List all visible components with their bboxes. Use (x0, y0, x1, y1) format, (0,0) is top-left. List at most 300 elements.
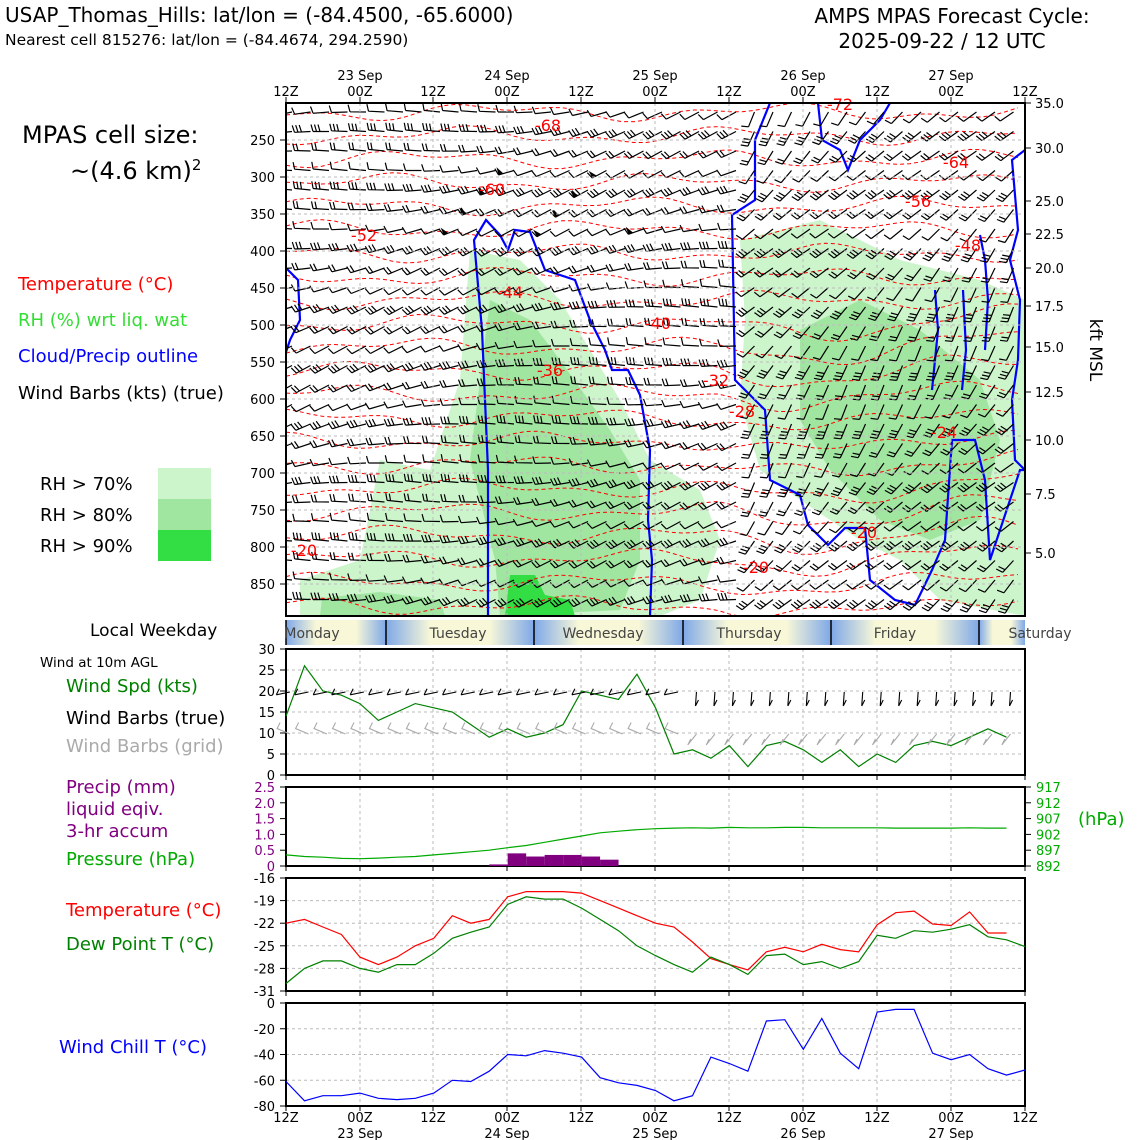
wind-barb (311, 107, 330, 114)
nearest-cell-text: Nearest cell 815276: lat/lon = (-84.4674, 294.2590) (5, 31, 409, 49)
wind-barb (717, 112, 736, 120)
wind-barb (439, 288, 458, 296)
bottom-hour-label: 12Z (864, 1111, 890, 1126)
wind-barb (663, 299, 680, 308)
temperature-contour (286, 220, 1018, 240)
wind-barb (773, 210, 791, 220)
wind-barb (793, 151, 810, 164)
wind-barb (312, 513, 330, 521)
temp-contour-label: -56 (904, 192, 932, 211)
top-date-label: 27 Sep (928, 69, 974, 84)
wind-barb-true (443, 689, 457, 695)
top-date-label: 23 Sep (337, 69, 383, 84)
bottom-hour-label: 12Z (273, 1111, 299, 1126)
wind-barb (738, 190, 755, 202)
wind-barb (997, 210, 1014, 223)
wind-barb (330, 143, 347, 152)
wind-barb-grid (388, 723, 401, 734)
wind-barb (903, 580, 922, 590)
wind-barb (662, 400, 681, 407)
y-tick-label: -25 (253, 939, 275, 955)
wind-barb (421, 346, 440, 352)
precip-bar (563, 855, 581, 866)
wind-barb (274, 163, 292, 171)
top-hour-label: 12Z (273, 85, 299, 100)
wind-barb (384, 204, 403, 211)
wind-barb (347, 288, 366, 294)
temp-contour-label: -24 (930, 423, 958, 442)
wind-barb (310, 441, 329, 448)
wind-barb (347, 404, 366, 410)
wind-barb (274, 262, 292, 269)
wind-barb (349, 513, 366, 522)
legend-temp-line: Temperature (°C) (66, 900, 222, 921)
wind-barb (328, 421, 347, 429)
wind-barb (386, 104, 403, 112)
temp-contour-label: -40 (644, 314, 672, 333)
wind-barb (312, 532, 329, 541)
y-tick-label: 0.5 (254, 844, 275, 860)
wind-barb-true (769, 692, 772, 706)
wind-barb (310, 346, 329, 354)
y-tick-label: -60 (253, 1074, 275, 1090)
wind-barb (978, 210, 995, 222)
wind-barb (347, 364, 366, 373)
bottom-date-label: 27 Sep (928, 1127, 974, 1140)
wind-barb (774, 541, 791, 553)
wind-barb (793, 171, 811, 183)
y-tick-label: 0 (266, 769, 275, 784)
wind-barb-grid (965, 734, 974, 745)
wind-barb (384, 226, 403, 233)
wind-barb (274, 144, 292, 151)
wind-barb-true (627, 689, 641, 695)
wind-barb-grid (425, 723, 438, 734)
precip-bar (545, 855, 563, 866)
wind-barb (606, 264, 625, 271)
wind-barb (996, 190, 1013, 202)
wind-barb (717, 482, 736, 491)
wind-chill-panel (254, 997, 1025, 1115)
wind-barb (402, 246, 421, 254)
pressure-tick-label: 250 (250, 134, 275, 149)
wind-barb (717, 557, 736, 564)
wind-barb (329, 440, 348, 447)
bottom-date-label: 26 Sep (780, 1127, 826, 1140)
pressure-tick-label: 800 (250, 541, 275, 556)
temperature-panel (254, 872, 1025, 1000)
wind-barb-grid (928, 734, 937, 745)
wind-barb (698, 171, 717, 177)
wind-barb (608, 357, 625, 366)
temp-contour-label: -72 (826, 95, 854, 114)
wind-barb (328, 287, 347, 293)
wind-barb (310, 459, 329, 466)
precip-bar (600, 860, 618, 866)
wind-barb (348, 475, 366, 483)
wind-barb (828, 190, 847, 200)
cross-section-fields (273, 103, 1025, 618)
wind-barb (940, 112, 959, 122)
wind-barb (550, 229, 569, 237)
weekday-name: Tuesday (429, 626, 487, 642)
bottom-hour-label: 00Z (494, 1111, 520, 1126)
wind-barb (662, 379, 680, 386)
wind-barb (550, 171, 569, 178)
bottom-hour-label: 12Z (1012, 1111, 1038, 1126)
wind-barb (365, 288, 384, 295)
height-tick-label: 10.0 (1035, 434, 1064, 449)
wind-barb (717, 186, 736, 194)
bottom-hour-label: 12Z (568, 1111, 594, 1126)
wind-barb (698, 112, 717, 120)
wind-barb (569, 171, 588, 178)
wind-barb (606, 245, 625, 253)
wind-barb (404, 455, 422, 463)
wind-barb (700, 260, 718, 268)
wind-barb (811, 522, 828, 534)
wind-barb (776, 502, 791, 516)
wind-barb (717, 360, 736, 368)
wind-barb-grid (817, 734, 826, 745)
pressure-tick-label: 300 (250, 171, 275, 186)
wind-barb (774, 561, 792, 572)
wind-barb (440, 380, 459, 387)
wind-barb (421, 306, 440, 315)
wind-barb (588, 284, 607, 291)
wind-barb (328, 305, 347, 313)
wind-barb (644, 262, 663, 269)
pressure-tick-label: 450 (250, 282, 275, 297)
wind-barb-true (369, 689, 383, 695)
pressure-tick-label: 907 (1036, 812, 1061, 828)
bottom-hour-label: 00Z (642, 1111, 668, 1126)
wind-barb-grid (406, 723, 419, 734)
wind-barb (402, 268, 421, 275)
wind-barb (366, 419, 385, 427)
top-time-axis (273, 69, 1038, 100)
wind-barb (569, 109, 588, 116)
temp-contour-label: -68 (534, 116, 562, 135)
wind-barb (347, 266, 366, 273)
wind-barb-grid (296, 723, 309, 734)
wind-barb (310, 326, 329, 333)
wind-barb (366, 438, 385, 445)
wind-barb (310, 304, 329, 312)
wind-barb (330, 494, 348, 502)
wind-barb (773, 600, 792, 609)
wind-barb (532, 210, 551, 218)
wind-barb (385, 183, 403, 190)
y-tick-label: -19 (253, 894, 275, 910)
wind-barb (275, 201, 292, 210)
wind-barb (476, 168, 495, 175)
wind-barb (661, 188, 680, 196)
wind-barb (680, 379, 699, 386)
wind-barb (404, 103, 421, 112)
precip-bar (526, 857, 544, 866)
wind-barb (384, 245, 403, 253)
wind-barb (273, 405, 292, 413)
wind-barb (513, 170, 532, 176)
y-tick-label: -28 (253, 962, 275, 978)
wind-barb-true (332, 689, 346, 695)
wind-barb (569, 266, 588, 273)
wind-barb (402, 346, 421, 353)
wind-barb (439, 326, 458, 333)
bottom-time-axis (273, 1111, 1038, 1140)
cell-size-number: ~(4.6 km) (70, 157, 192, 185)
wind-barb (626, 357, 643, 366)
wind-barb (700, 298, 717, 307)
wind-barb (698, 131, 717, 140)
wind-barb (958, 112, 977, 121)
wind-barb (569, 150, 588, 157)
wind-barb (403, 184, 422, 191)
wind-barb (959, 210, 977, 221)
wind-barb (421, 228, 440, 234)
wind-barb (347, 346, 366, 354)
wind-barb (884, 151, 903, 161)
wind-barb (717, 463, 736, 471)
wind-barb (421, 268, 440, 275)
wind-barb (439, 345, 458, 351)
wind-barb (739, 541, 755, 554)
wind-barb (759, 502, 774, 516)
wind-barb (756, 541, 773, 554)
wind-barb (884, 561, 903, 570)
bottom-hour-label: 00Z (938, 1111, 964, 1126)
wind-barb (402, 306, 421, 315)
wind-barb (403, 205, 422, 212)
wind-barb (755, 600, 774, 610)
temp-contour-label: -60 (478, 180, 506, 199)
wind-barb (792, 541, 810, 552)
wind-barb-grid (369, 723, 382, 734)
wind-barb-grid (277, 723, 290, 734)
pressure-tick-label: 700 (250, 467, 275, 482)
wind-barb (513, 148, 532, 155)
top-hour-label: 00Z (347, 85, 373, 100)
y-tick-label: 0 (266, 860, 275, 875)
temp-contour-label: -36 (536, 361, 564, 380)
wind-barb (349, 123, 367, 131)
wind-barb (923, 249, 940, 261)
wind-barb (587, 210, 606, 217)
wind-barb (624, 189, 643, 198)
wind-barb (741, 483, 754, 498)
wind-barb (274, 241, 292, 248)
wind-barb (384, 402, 403, 408)
wind-barb (421, 381, 440, 388)
wind-barb (587, 229, 606, 236)
wind-barb (921, 171, 940, 180)
wind-barb-true (535, 689, 549, 695)
wind-barb (741, 112, 754, 127)
height-tick-label: 7.5 (1035, 488, 1056, 503)
wind-barb (311, 242, 330, 249)
pressure-tick-label: 902 (1036, 828, 1061, 844)
wind-barb (662, 262, 680, 269)
wind-barb (755, 580, 773, 591)
wind-barb (847, 561, 866, 570)
wind-barb (680, 463, 699, 470)
wind-barb (940, 190, 959, 200)
wind-barb (312, 143, 330, 151)
wind-barb (740, 151, 755, 165)
height-tick-label: 30.0 (1035, 142, 1064, 157)
wind-barb (828, 561, 847, 571)
wind-barb (569, 229, 588, 236)
wind-barb (791, 600, 810, 609)
rh-fill (300, 220, 1025, 616)
wind-barb (737, 580, 755, 591)
wind-barb (717, 575, 736, 582)
wind-barb (404, 143, 422, 151)
wind-barb (349, 162, 366, 171)
wind-barb (273, 422, 292, 431)
y-tick-label: 2.5 (254, 781, 275, 796)
wind-barb (663, 280, 681, 288)
top-date-label: 26 Sep (780, 69, 826, 84)
height-tick-label: 15.0 (1035, 341, 1064, 356)
wind-barb (811, 151, 828, 163)
wind-barb-true (664, 689, 678, 695)
wind-barb (275, 533, 293, 541)
height-tick-label: 5.0 (1035, 547, 1056, 562)
wind-barb (404, 164, 422, 171)
top-hour-label: 00Z (642, 85, 668, 100)
temp-contour-label: -20 (742, 558, 770, 577)
bottom-hour-label: 00Z (347, 1111, 373, 1126)
pressure-tick-label: 350 (250, 208, 275, 223)
wind-barb (884, 229, 902, 239)
wind-barb (365, 346, 384, 354)
wind-barb (569, 210, 588, 218)
pressure-tick-label: 650 (250, 430, 275, 445)
wind-barb (791, 210, 810, 220)
wind-barb (977, 190, 995, 201)
wind-barb (940, 210, 958, 221)
wind-barb (477, 146, 496, 153)
wind-barb (459, 124, 477, 131)
wind-barb (514, 126, 533, 134)
wind-barb (291, 441, 310, 448)
legend-dewpoint-line: Dew Point T (°C) (66, 934, 215, 955)
wind-barb (329, 106, 347, 113)
wind-barb-grid (591, 723, 604, 734)
wind-barb-grid (983, 734, 992, 745)
wind-barb-true (590, 689, 604, 695)
height-axis-label: kft MSL (1085, 318, 1105, 382)
pressure-tick-label: 917 (1036, 781, 1061, 796)
top-hour-label: 12Z (568, 85, 594, 100)
wind-barb (348, 182, 366, 190)
wind-barb (365, 384, 384, 391)
wind-barb (829, 171, 847, 181)
rh-70-label: RH > 70% (40, 474, 133, 495)
wind-barb-true (936, 692, 939, 706)
wind-barb (365, 306, 384, 315)
precip-bar (582, 857, 600, 866)
top-hour-label: 00Z (938, 85, 964, 100)
wind-barb (532, 229, 551, 237)
wind-barb (312, 201, 330, 209)
wind-barb (958, 132, 977, 141)
wind-barb (717, 422, 736, 430)
wind-barb (606, 111, 625, 117)
wind-barb (904, 249, 921, 261)
wind-barb (569, 246, 588, 254)
wind-barb-grid (647, 723, 660, 734)
wind-barb-true (714, 692, 717, 706)
wind-barb (423, 103, 440, 112)
wind-barb (275, 552, 292, 561)
temp-contour-label: -64 (942, 153, 970, 172)
wind-barb (847, 171, 866, 181)
weekday-name: Saturday (1008, 626, 1072, 642)
height-tick-label: 12.5 (1035, 386, 1064, 401)
wind-barb-true (695, 692, 698, 706)
wind-barb (739, 171, 755, 184)
rh-90-label: RH > 90% (40, 536, 133, 557)
wind-barb (328, 365, 347, 374)
wind-barb (569, 128, 588, 136)
wind-barb-grid (891, 734, 900, 745)
wind-barb (644, 378, 662, 385)
precip-bar (489, 864, 507, 866)
wind-barb (903, 229, 921, 240)
rh-80-label: RH > 80% (40, 505, 133, 526)
wind-barb (330, 513, 347, 522)
wind-barb-grid (688, 734, 697, 745)
wind-barb (402, 382, 421, 389)
wind-barb (349, 532, 366, 541)
height-tick-label: 22.5 (1035, 228, 1064, 243)
wind-barb (608, 337, 625, 346)
wind-barb-grid (762, 734, 771, 745)
wind-barb (680, 131, 699, 140)
height-tick-label: 35.0 (1035, 97, 1064, 112)
wind-barb (587, 246, 606, 254)
weekday-name: Monday (284, 626, 340, 642)
wind-barb (643, 244, 662, 252)
y-tick-label: -22 (253, 917, 275, 933)
wind-barb (758, 522, 774, 536)
wind-barb-true (406, 689, 420, 695)
wind-barb (441, 124, 459, 132)
wind-barb-grid (628, 723, 641, 734)
weekday-name: Wednesday (562, 626, 644, 642)
legend-wind-chill: Wind Chill T (°C) (59, 1037, 207, 1058)
wind-barb (349, 142, 366, 151)
wind-barb (699, 224, 718, 231)
wind-barb (759, 483, 773, 498)
wind-barb (624, 112, 643, 118)
wind-barb (792, 561, 810, 571)
wind-barb (402, 327, 421, 334)
wind-barb (384, 363, 403, 371)
wind-barb (587, 151, 606, 158)
wind-barb (587, 189, 606, 198)
height-tick-label: 20.0 (1035, 262, 1064, 277)
wind-barb (421, 288, 440, 296)
wind-barb (365, 327, 384, 335)
wind-barb (310, 286, 329, 292)
pressure-tick-label: 600 (250, 393, 275, 408)
wind-barb (995, 132, 1014, 141)
wind-barb-true (991, 692, 994, 706)
